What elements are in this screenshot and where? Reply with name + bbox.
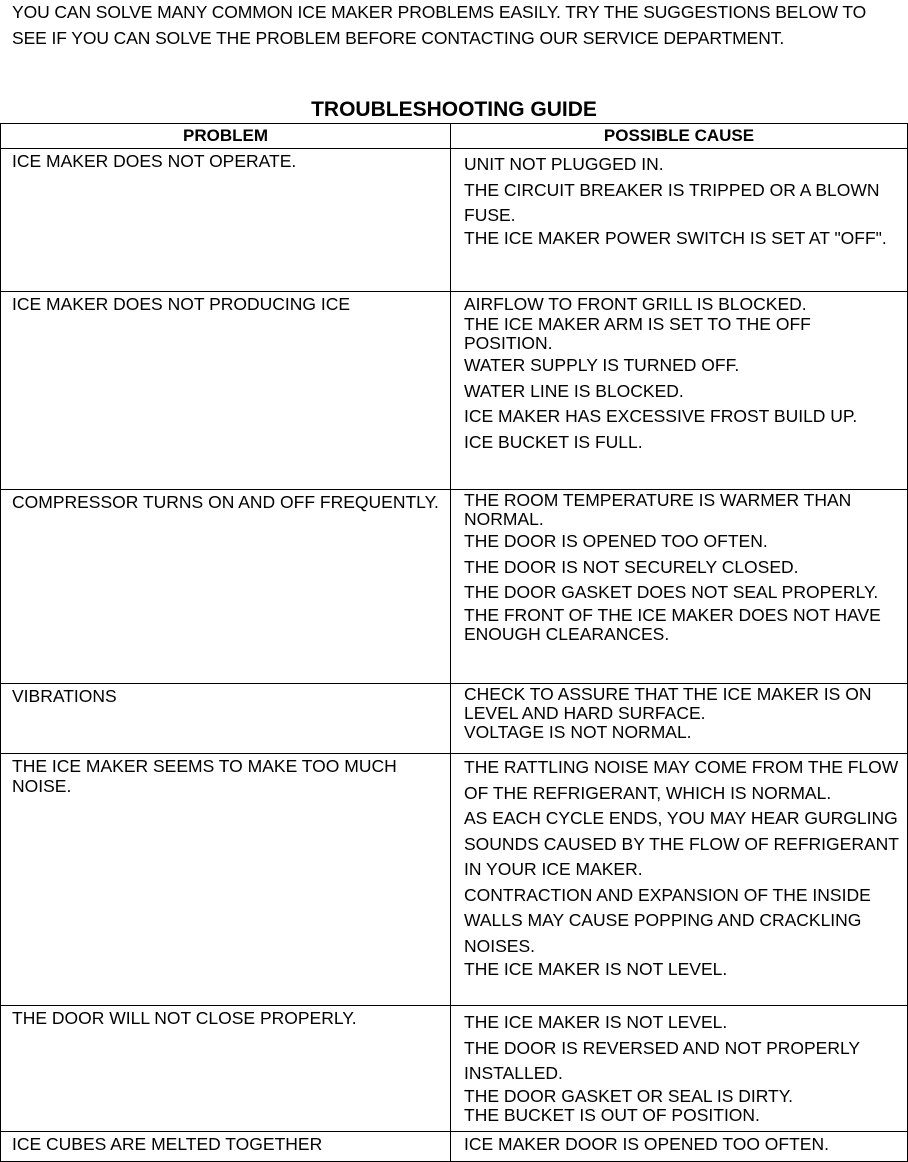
cause-item: AIRFLOW TO FRONT GRILL IS BLOCKED. (464, 294, 807, 314)
cause-cell (451, 490, 908, 684)
table-row (1, 490, 908, 684)
cause-item: THE ICE MAKER ARM IS SET TO THE OFF POSITION. (464, 314, 811, 353)
cause-cell (451, 684, 908, 754)
cause-item: THE BUCKET IS OUT OF POSITION. (464, 1104, 760, 1125)
table-row (1, 754, 908, 1006)
problem-text: COMPRESSOR TURNS ON AND OFF FREQUENTLY. (12, 492, 439, 512)
problem-cell (1, 1006, 451, 1132)
problem-cell (1, 490, 451, 684)
problem-cell (1, 292, 451, 490)
cause-item: THE DOOR IS NOT SECURELY CLOSED. (464, 556, 799, 577)
cause-item: CONTRACTION AND EXPANSION OF THE INSIDE WALLS MAY CAUSE POPPING AND CRACKLING NOISES. (464, 884, 871, 956)
cause-item: WATER LINE IS BLOCKED. (464, 380, 684, 401)
cause-item: THE ICE MAKER IS NOT LEVEL. (464, 1012, 728, 1032)
cause-item: THE ICE MAKER IS NOT LEVEL. (464, 959, 728, 979)
cause-item: THE ROOM TEMPERATURE IS WARMER THAN NORMAL. (464, 490, 852, 529)
problem-text: ICE CUBES ARE MELTED TOGETHER (12, 1134, 323, 1154)
table-row (1, 684, 908, 754)
cause-item: WATER SUPPLY IS TURNED OFF. (464, 355, 740, 375)
problem-text: THE ICE MAKER SEEMS TO MAKE TOO MUCH NOISE. (12, 756, 397, 796)
cause-item: THE DOOR IS REVERSED AND NOT PROPERLY INSTALLED. (464, 1037, 860, 1083)
cause-item: THE DOOR GASKET DOES NOT SEAL PROPERLY. (464, 582, 879, 602)
problem-cell (1, 684, 451, 754)
cause-cell (451, 1132, 908, 1162)
cause-item: UNIT NOT PLUGGED IN. (464, 154, 664, 174)
cause-column-header: POSSIBLE CAUSE (451, 124, 908, 149)
table-header-row (1, 124, 908, 149)
cause-item: THE CIRCUIT BREAKER IS TRIPPED OR A BLOWN FUSE. (464, 179, 880, 225)
cause-item: AS EACH CYCLE ENDS, YOU MAY HEAR GURGLING SOUNDS CAUSED BY THE FLOW OF REFRIGERANT IN YOUR ICE MAKER. (464, 808, 899, 879)
troubleshooting-table (0, 123, 908, 1162)
cause-item: ICE MAKER HAS EXCESSIVE FROST BUILD UP. (464, 406, 858, 426)
table-row (1, 292, 908, 490)
cause-item: THE FRONT OF THE ICE MAKER DOES NOT HAVE ENOUGH CLEARANCES. (464, 604, 881, 644)
problem-cell (1, 149, 451, 292)
cause-cell (451, 1006, 908, 1132)
table-row (1, 1006, 908, 1132)
cause-item: ICE BUCKET IS FULL. (464, 431, 643, 452)
page-title: TROUBLESHOOTING GUIDE (311, 98, 597, 121)
problem-cell (1, 1132, 451, 1162)
cause-cell (451, 149, 908, 292)
cause-item: THE DOOR IS OPENED TOO OFTEN. (464, 531, 768, 551)
problem-text: ICE MAKER DOES NOT PRODUCING ICE (12, 294, 351, 314)
cause-item: VOLTAGE IS NOT NORMAL. (464, 722, 692, 742)
intro-paragraph: YOU CAN SOLVE MANY COMMON ICE MAKER PROBLEMS EASILY. TRY THE SUGGESTIONS BELOW TO SEE IF YOU CAN SOLVE THE PROBLEM BEFORE CONTACTING OUR SERVICE DEPARTMENT. (12, 2, 867, 48)
cause-item: THE RATTLING NOISE MAY COME FROM THE FLOW OF THE REFRIGERANT, WHICH IS NORMAL. (464, 757, 899, 803)
table-row (1, 149, 908, 292)
cause-cell (451, 292, 908, 490)
cause-item: ICE MAKER DOOR IS OPENED TOO OFTEN. (464, 1134, 829, 1154)
problem-text: VIBRATIONS (12, 686, 117, 706)
problem-text: THE DOOR WILL NOT CLOSE PROPERLY. (12, 1008, 357, 1028)
problem-cell (1, 754, 451, 1006)
cause-cell (451, 754, 908, 1006)
problem-text: ICE MAKER DOES NOT OPERATE. (12, 151, 297, 171)
cause-item: THE ICE MAKER POWER SWITCH IS SET AT "OFF". (464, 227, 887, 248)
table-row (1, 1132, 908, 1162)
problem-column-header: PROBLEM (1, 124, 451, 149)
cause-item: THE DOOR GASKET OR SEAL IS DIRTY. (464, 1085, 794, 1106)
cause-item: CHECK TO ASSURE THAT THE ICE MAKER IS ON LEVEL AND HARD SURFACE. (464, 684, 872, 723)
